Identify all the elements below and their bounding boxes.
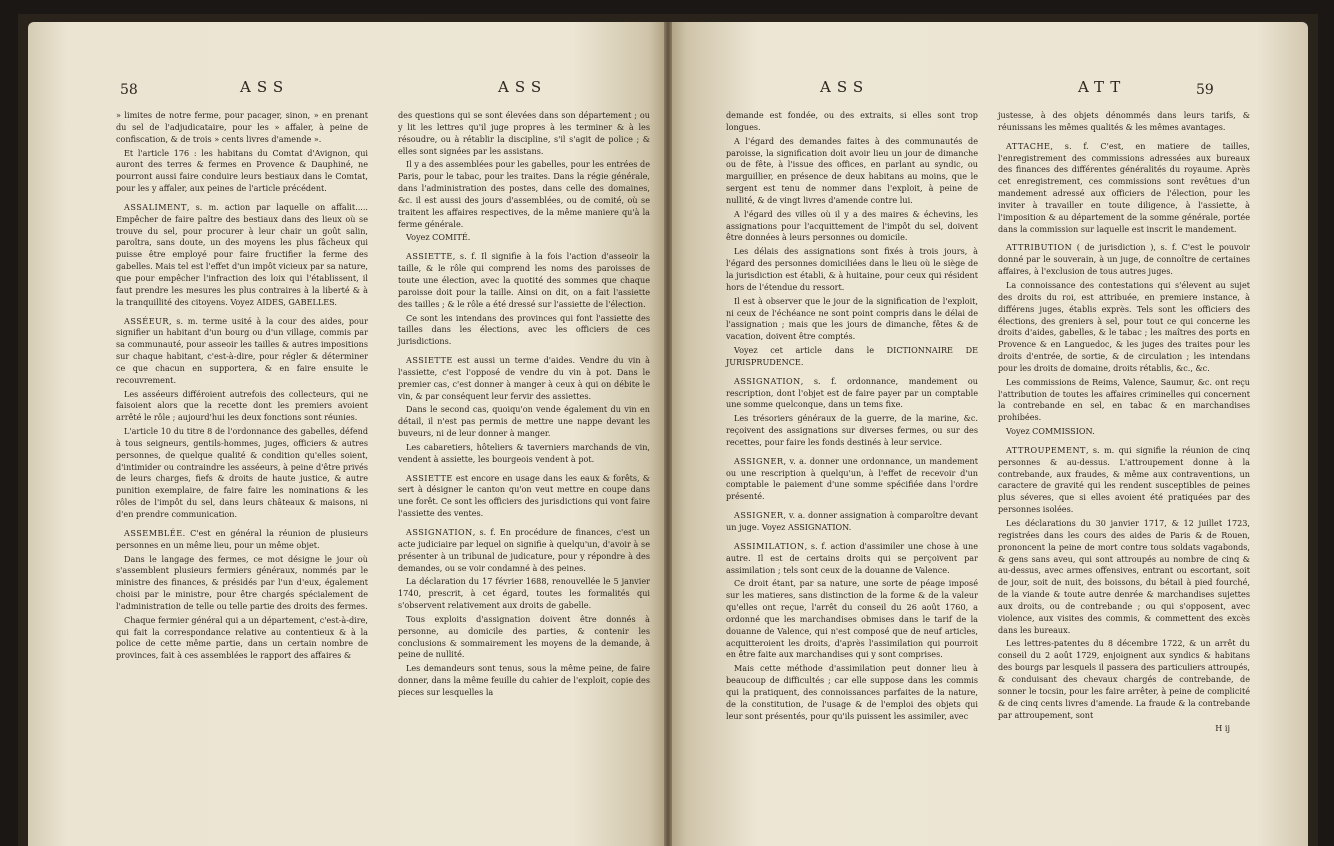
paragraph: Dans le langage des fermes, ce mot désigne le jour où s'assemblent plusieurs fermiers généraux, nommés par le ministre des finances, & présidés par l'un d'eux, également choisi par le ministre, pour être chargés spécialement de l'administration de telle ou telle partie des droits des fermes. xyxy=(116,553,368,611)
entry-headword: ASSÉEUR xyxy=(124,315,170,326)
paragraph: Voyez COMMISSION. xyxy=(1006,426,1095,437)
dictionary-entry xyxy=(398,473,650,520)
entry-text: , v. a. donner assignation à comparoître devant un juge. Voyez ASSIGNATION. xyxy=(726,510,978,532)
right-page xyxy=(668,22,1308,846)
entry-headword: ATTROUPEMENT xyxy=(1006,444,1086,455)
entry-text: , s. m. action par laquelle on affalit..... Empêcher de faire paître des bestiaux dans des lieux où se trouve du sel, pour procurer à leur chair un goût salin, paroîtra, sans doute, un des moyens les plus fâcheux qui puisse être employé pour faire fructifier la ferme des gabelles. Mais tel est l'effet d'un impôt vicieux par sa nature, que pour empêcher l'infraction des loix qui l'établissent, il faut prendre les mesures les plus contraires à la liberté & à la tranquillité des citoyens. Voyez AIDES, GABELLES. xyxy=(116,201,368,307)
dictionary-entry xyxy=(726,510,978,534)
entry-text: , s. m. qui signifie la réunion de cinq personnes & au-dessus. L'attroupement donne à la contrebande, aux fraudes, & même aux contraventions, un caractere de gravité qui les rendent susceptibles de peines plus séveres, que si elles avoient été pratiquées par des personnes isolées. xyxy=(998,444,1250,515)
entry-headword: ATTRIBUTION xyxy=(1006,242,1073,253)
paragraph: Chaque fermier général qui a un département, c'est-à-dire, qui fait la correspondance relative au contentieux & à la police de cette même partie, dans un certain nombre de provinces, fait à ces assemblées le rapport des affaires & xyxy=(116,614,368,661)
running-head-left: ASS xyxy=(240,78,290,96)
dictionary-entry xyxy=(998,242,1250,278)
entry-text: , s. f. ordonnance, mandement ou rescription, dont l'objet est de faire payer par un comptable une somme quelconque, dans un tems fixe. xyxy=(726,375,978,410)
right-page-column-2 xyxy=(998,110,1250,737)
paragraph: demande est fondée, ou des extraits, si elles sont trop longues. xyxy=(726,110,978,132)
paragraph: L'article 10 du titre 8 de l'ordonnance des gabelles, défend à tous seigneurs, gentils-hommes, juges, officiers & autres personnes, de quelque qualité & condition qu'elles soient, d'intimider ou contraindre les asséeurs, à peine d'être privés de leurs charges, fiefs & droits de haute justice, & autre punition exemplaire, de faire faire les nominations & les rôles de l'impôt du sel, dans leurs châteaux & maisons, ni d'en prendre communication. xyxy=(116,426,368,519)
dictionary-entry xyxy=(726,456,978,503)
paragraph: Les asséeurs différoient autrefois des collecteurs, qui ne faisoient alors que la recette dont les premiers avoient arrêté le rôle ; aujourd'hui les deux fonctions sont réunies. xyxy=(116,388,368,423)
paragraph: des questions qui se sont élevées dans son département ; ou y lit les lettres qu'il juge propres à les terminer & à les résoudre, ou à rétablir la discipline, s'il s'agit de police ; & elles sont signées par les assistans. xyxy=(398,110,650,156)
running-head-left: ASS xyxy=(820,78,870,96)
paragraph: Voyez COMITÉ. xyxy=(406,232,471,243)
paragraph: Il est à observer que le jour de la signification de l'exploit, ni ceux de l'échéance ne sont point compris dans le délai de l'assignation ; mais que les jours de dimanche, fêtes & de vacation, doivent être comptés. xyxy=(726,295,978,342)
paragraph: Les délais des assignations sont fixés à trois jours, à l'égard des personnes domiciliées dans le lieu où le siège de la jurisdiction est établi, & à huitaine, pour ceux qui résident hors de l'étendue du ressort. xyxy=(726,246,978,292)
entry-headword: ASSIGNATION xyxy=(406,527,473,537)
left-page-column-2 xyxy=(398,110,650,701)
paragraph: Tous exploits d'assignation doivent être donnés à personne, au domicile des parties, & contenir les conclusions & sommairement les moyens de la demande, à peine de nullité. xyxy=(398,613,650,660)
dictionary-entry xyxy=(998,141,1250,236)
entry-text: . C'est en général la réunion de plusieurs personnes en un même lieu, pour un même objet. xyxy=(116,527,368,550)
paragraph: Ce sont les intendans des provinces qui font l'assiette des tailles dans les élections, avec les officiers de ces jurisdictions. xyxy=(398,312,650,347)
paragraph: A l'égard des villes où il y a des maires & échevins, les assignations pour l'acquittement de l'impôt du sel, doivent être données à leurs personnes ou domicile. xyxy=(726,208,978,243)
left-page xyxy=(28,22,668,846)
paragraph: Les lettres-patentes du 8 décembre 1722, & un arrêt du conseil du 2 août 1729, enjoignent aux syndics & habitans des bourgs par lesquels il passera des particuliers attroupés, & conduisant des chevaux chargés de contrebande, de sonner le tocsin, pour les faire arrêter, à peine de complicité & de cinq cents livres d'amende. La fraude & la contrebande par attroupement, sont xyxy=(998,638,1250,720)
paragraph: justesse, à des objets dénommés dans leurs tarifs, & réunissans les mêmes qualités & les mêmes avantages. xyxy=(998,110,1250,132)
entry-headword: ASSIGNER xyxy=(734,455,784,466)
entry-text: , s. f. Il signifie à la fois l'action d'asseoir la taille, & le rôle qui comprend les noms des paroisses de toute une élection, avec la quotité des sommes que chaque paroisse doit pour la taille. Ainsi on dit, on a fait l'assiette des tailles ; & le rôle a été dressé sur l'assiette de l'élection. xyxy=(398,251,650,309)
paragraph: Il y a des assemblées pour les gabelles, pour les entrées de Paris, pour le tabac, pour les traites. Dans la régie générale, dans l'administration des postes, dans celle des domaines, &c. il est aussi des jours d'assemblées, ou de comité, où se traitent les affaires respectives, de la même maniere qu'à la ferme générale. xyxy=(398,159,650,229)
book-scan xyxy=(18,14,1318,846)
entry-headword: ASSALIMENT xyxy=(124,201,187,212)
entry-headword: ASSIMILATION xyxy=(734,540,805,551)
paragraph: La déclaration du 17 février 1688, renouvellée le 5 janvier 1740, prescrit, à cet égard, toutes les formalités qui s'observent relativement aux droits de gabelle. xyxy=(398,576,650,611)
paragraph: Les déclarations du 30 janvier 1717, & 12 juillet 1723, registrées dans les cours des aides de Paris & de Rouen, prononcent la peine de mort contre tous soldats vagabonds, & gens sans aveu, qui sont attroupés au nombre de cinq & au-dessus, avec armes offensives, entrant ou escortant, soit de jour, soit de nuit, des boissons, du bétail à pied fourché, de la viande & toute autre denrée & marchandises sujettes aux droits, ou de contrebande ; ou qui s'opposent, avec violence, aux visites des commis, & commettent des excès dans les bureaux. xyxy=(998,518,1250,635)
paragraph: A l'égard des demandes faites à des communautés de paroisse, la signification doit avoir lieu un jour de dimanche ou de fête, à l'issue des offices, en parlant au syndic, ou marguillier, en présence de deux habitans au moins, que le sergent est tenu de nommer dans l'exploit, à peine de nullité, & de vingt livres d'amende contre lui. xyxy=(726,135,978,205)
entry-text: , s. m. terme usité à la cour des aides, pour signifier un habitant d'un bourg ou d'un village, commis par sa communauté, pour asseoir les tailles & autres impositions sur chaque habitant, c'est-à-dire, pour régler & déterminer ce que chacun en supportera, & en faire ensuite le recouvrement. xyxy=(116,315,368,385)
paragraph: Et l'article 176 : les habitans du Comtat d'Avignon, qui auront des terres & fermes en Provence & Dauphiné, ne pourront aussi faire conduire leurs bestiaux dans le Comtat, pour les y affaler, aux peines de l'article précédent. xyxy=(116,147,368,194)
entry-text: est encore en usage dans les eaux & forêts, & sert à désigner le canton qu'on veut mettre en coupe dans une forêt. Ce sont les officiers des jurisdictions qui vont faire l'assiette des ventes. xyxy=(398,472,650,519)
dictionary-entry xyxy=(726,376,978,412)
paragraph: » limites de notre ferme, pour pacager, sinon, » en prenant du sel de l'adjudicataire, pour les » affaler, à peine de confiscation, & de trois » cents livres d'amende ». xyxy=(116,110,368,144)
paragraph: Voyez cet article dans le DICTIONNAIRE DE JURISPRUDENCE. xyxy=(726,345,978,367)
entry-text: , v. a. donner une ordonnance, un mandement ou une rescription à quelqu'un, à l'effet de recevoir d'un comptable le paiement d'une somme spécifiée dans l'ordre présenté. xyxy=(726,455,978,502)
dictionary-entry xyxy=(398,355,650,402)
paragraph: Les commissions de Reims, Valence, Saumur, &c. ont reçu l'attribution de toutes les affaires criminelles qui concernent la contrebande en sel, en tabac & en marchandises prohibées. xyxy=(998,376,1250,423)
entry-headword: ASSIETTE xyxy=(406,355,453,366)
dictionary-entry xyxy=(116,316,368,387)
page-number: 58 xyxy=(120,82,138,98)
entry-headword: ASSIGNATION xyxy=(734,375,801,386)
running-head-right: ATT xyxy=(1078,78,1127,96)
running-head-right: ASS xyxy=(498,78,548,96)
entry-text: est aussi un terme d'aides. Vendre du vin à l'assiette, c'est l'opposé de vendre du vin à pot. Dans le premier cas, c'est donner à manger à ceux à qui on débite le vin, & par conséquent leur fervir des assiettes. xyxy=(398,355,650,401)
entry-headword: ASSIETTE xyxy=(406,472,453,483)
entry-text: ( de jurisdiction ), s. f. C'est le pouvoir donné par le souverain, à un juge, de connoître de certaines affaires, à l'exclusion de tous autres juges. xyxy=(998,242,1250,277)
paragraph: Mais cette méthode d'assimilation peut donner lieu à beaucoup de difficultés ; car elle suppose dans les commis qui la pratiquent, des connoissances parfaites de la nature, de la constitution, de l'usage & de l'emploi des objets qui leur sont présentés, pour qu'ils puissent les assimiler, avec xyxy=(726,663,978,721)
left-page-column-1 xyxy=(116,110,368,664)
paragraph: Ce droit étant, par sa nature, une sorte de péage imposé sur les matieres, sans distinction de la forme & de la valeur qu'elles ont reçue, l'arrêt du conseil du 26 août 1760, a ordonné que les marchandises obmises dans le tarif de la douanne de Valence, qui n'est composé que de neuf articles, acquitteroient les droits, d'après l'assimilation qui pourroit en être faite aux marchandises qui y sont comprises. xyxy=(726,578,978,660)
paragraph: Les trésoriers généraux de la guerre, de la marine, &c. reçoivent des assignations sur diverses fermes, ou sur des recettes, pour faire les fonds destinés à leur service. xyxy=(726,413,978,447)
entry-text: , s. f. C'est, en matiere de tailles, l'enregistrement des commissions adressées aux bureaux des finances des différentes généralités du royaume. Après cet enregistrement, ces commissions sont revêtues d'un mandement adressé aux officiers de l'élection, pour les inviter à travailler en toute diligence, à l'assiette, à l'imposition & au département de la somme générale, portée dans la commission sur laquelle est inscrit le mandement. xyxy=(998,140,1250,234)
book-gutter xyxy=(664,22,672,846)
entry-headword: ASSEMBLÉE xyxy=(124,527,183,538)
entry-text: , s. f. En procédure de finances, c'est un acte judiciaire par lequel on signifie à quelqu'un, d'avoir à se présenter à un tribunal de judicature, pour y répondre à des demandes, ou se voir condamné à des peines. xyxy=(398,527,650,573)
entry-headword: ATTACHE xyxy=(1006,140,1051,151)
entry-headword: ASSIGNER xyxy=(734,510,784,521)
right-page-column-1 xyxy=(726,110,978,725)
dictionary-entry xyxy=(998,445,1250,516)
paragraph: Les cabaretiers, hôteliers & taverniers marchands de vin, vendent à assiette, les bourgeois vendent à pot. xyxy=(398,441,650,464)
page-number: 59 xyxy=(1196,82,1214,98)
dictionary-entry xyxy=(116,202,368,309)
paragraph: Dans le second cas, quoiqu'on vende également du vin en détail, il n'est pas permis de mettre une nappe devant les buveurs, ni de leur donner à manger. xyxy=(398,404,650,439)
entry-headword: ASSIETTE xyxy=(406,251,453,262)
signature-mark: H ij xyxy=(1215,723,1230,734)
dictionary-entry xyxy=(726,541,978,577)
paragraph: Les demandeurs sont tenus, sous la même peine, de faire donner, dans la même feuille du cahier de l'exploit, copie des pieces sur lesquelles la xyxy=(398,663,650,697)
entry-text: , s. f. action d'assimiler une chose à une autre. Il est de certains droits qui se perçoivent par assimilation ; tels sont ceux de la douanne de Valence. xyxy=(726,540,978,575)
dictionary-entry xyxy=(398,527,650,574)
paragraph: La connoissance des contestations qui s'élevent au sujet des droits du roi, est attribuée, en premiere instance, à différens juges, établis exprès. Tels sont les officiers des élections, des greniers à sel, pour tout ce qui concerne les droits d'aides, gabelles, & le tabac ; les maîtres des ports en Provence & en Languedoc, & les juges des traites pour les droits d'entrée, de sortie, & de circulation ; les intendans pour les droits de domaine, droits rétablis, &c., &c. xyxy=(998,279,1250,373)
dictionary-entry xyxy=(116,528,368,552)
dictionary-entry xyxy=(398,251,650,310)
